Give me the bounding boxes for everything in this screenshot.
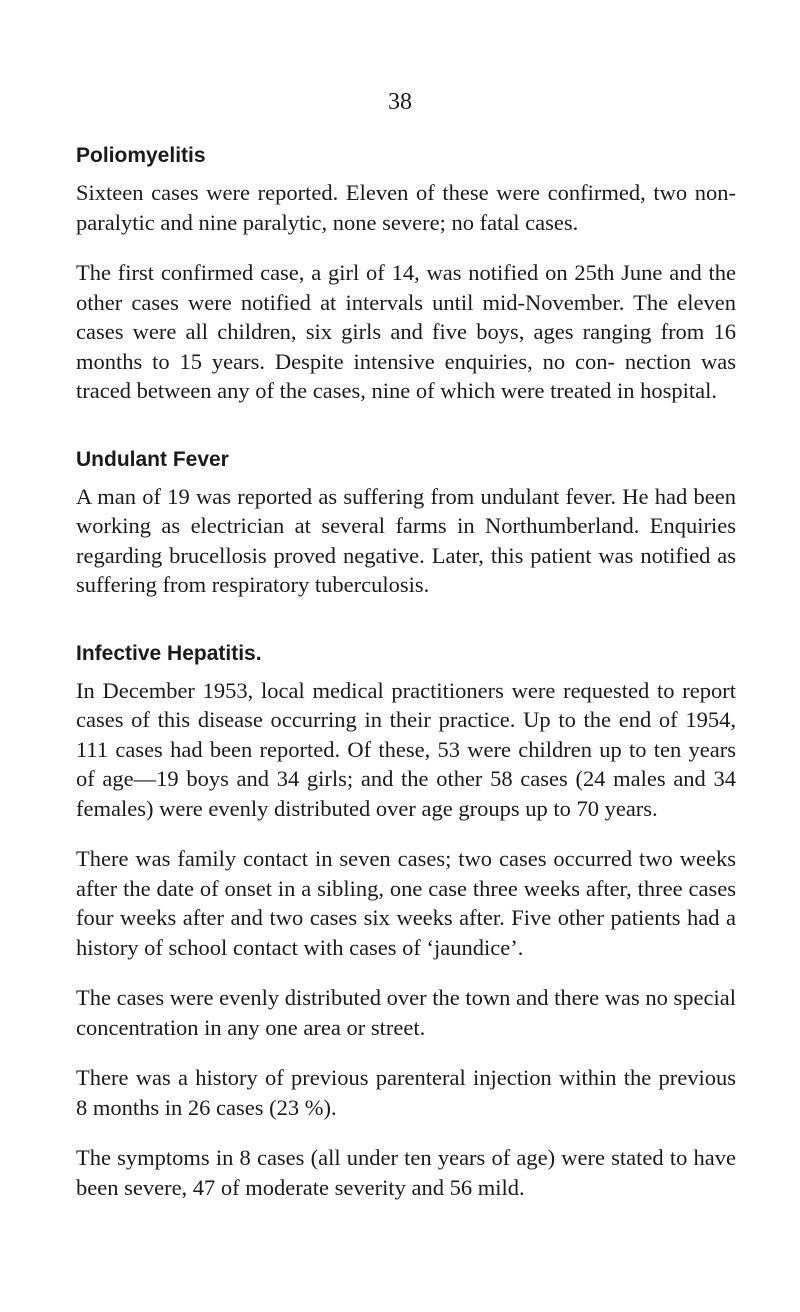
section-undulant-fever xyxy=(76,446,736,600)
paragraph: The cases were evenly distributed over the town and there was no special concentration in any one area or street. xyxy=(76,985,736,1040)
document-body xyxy=(76,88,736,1242)
section-infective-hepatitis xyxy=(76,640,736,1203)
paragraph: Sixteen cases were reported. Eleven of these were confirmed, two non-paralytic and nine paralytic, none severe; no fatal cases. xyxy=(76,180,736,235)
paragraph: There was family contact in seven cases; two cases occurred two weeks after the date of onset in a sibling, one case three weeks after, three cases four weeks after and two cases six weeks after. Five other patients had a history of school contact with cases of ‘jaundice’. xyxy=(76,846,736,960)
paragraph: In December 1953, local medical practitioners were requested to report cases of this disease occurring in their practice. Up to the end of 1954, 111 cases had been reported. Of these, 53 were children up to ten years of age—19 boys and 34 girls; and the other 58 cases (24 males and 34 females) were evenly distributed over age groups up to 70 years. xyxy=(76,677,736,821)
section-heading: Poliomyelitis xyxy=(76,144,206,167)
paragraph: There was a history of previous parenteral injection within the previous 8 months in 26 cases (23 %). xyxy=(76,1065,736,1120)
section-poliomyelitis xyxy=(76,142,736,406)
paragraph: A man of 19 was reported as suffering from undulant fever. He had been working as electrician at several farms in Northumberland. Enquiries regarding brucellosis proved negative. Later, this patient was notified as suffering from respiratory tuberculosis. xyxy=(76,483,736,597)
page-number: 38 xyxy=(388,89,412,115)
section-heading: Infective Hepatitis. xyxy=(76,641,262,665)
section-heading: Undulant Fever xyxy=(76,447,229,471)
paragraph: The symptoms in 8 cases (all under ten years of age) were stated to have been severe, 47 of moderate severity and 56 mild. xyxy=(76,1145,736,1200)
paragraph: The first confirmed case, a girl of 14, was notified on 25th June and the other cases were notified at intervals until mid-November. The eleven cases were all children, six girls and five boys, ages ranging from 16 months to 15 years. Despite intensive enquiries, no con- nection was traced between any of the cases, nine of which were treated in hospital. xyxy=(76,260,736,403)
